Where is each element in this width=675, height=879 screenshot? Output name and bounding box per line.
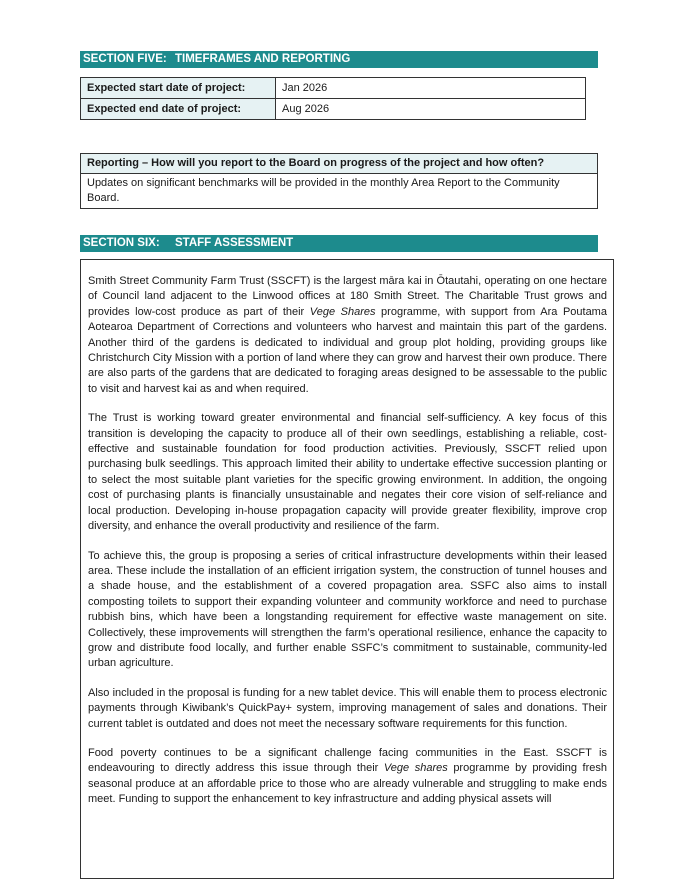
- assessment-paragraph-3: To achieve this, the group is proposing a series of critical infrastructure developments within their leased area. These include the installation of an efficient irrigation system, the construction of tunnel houses and a shade house, and the establishment of a covered propagation area. SSFC also aims to install composting toilets to support their expanding volunteer and community workforce and need to purchase rubbish bins, which have been a longstanding requirement for effective waste management on site. Collectively, these improvements will strengthen the farm’s operational resilience, enhance the capacity to grow and distribute food locally, and further enable SSFC’s commitment to sustainable, community-led urban agriculture.: [88, 549, 607, 670]
- start-date-row: [81, 78, 586, 99]
- vege-shares-emphasis-2: Vege shares: [383, 762, 448, 775]
- staff-assessment-box: [80, 259, 614, 879]
- section-five-header: [80, 51, 598, 68]
- section-six-title: STAFF ASSESSMENT: [175, 237, 294, 249]
- assessment-paragraph-5: Food poverty continues to be a significant challenge facing communities in the East. SSCFT is endeavouring to directly address this issue through their Vege shares programme by providing fresh seasonal produce at an affordable price to those who are already vulnerable and struggling to make ends meet. Funding to support the enhancement to key infrastructure and adding physical assets will: [88, 746, 607, 806]
- reporting-answer: Updates on significant benchmarks will be provided in the monthly Area Report to the Community Board.: [87, 177, 560, 204]
- start-date-value: Jan 2026: [276, 78, 586, 99]
- section-five-title: TIMEFRAMES AND REPORTING: [175, 53, 351, 65]
- end-date-label: Expected end date of project:: [81, 99, 276, 120]
- assessment-paragraph-4: Also included in the proposal is funding for a new tablet device. This will enable them to process electronic payments through Kiwibank’s QuickPay+ system, improving management of sales and donations. Their current tablet is outdated and does not meet the necessary software requirements for this function.: [88, 686, 607, 730]
- end-date-value: Aug 2026: [276, 99, 586, 120]
- reporting-box: [80, 153, 598, 209]
- section-six-header: [80, 235, 598, 252]
- start-date-label: Expected start date of project:: [81, 78, 276, 99]
- assessment-paragraph-1: Smith Street Community Farm Trust (SSCFT) is the largest māra kai in Ōtautahi, operating on one hectare of Council land adjacent to the Linwood offices at 180 Smith Street. The Charitable Trust grows and provides low-cost produce as part of their Vege Shares programme, with support from Ara Poutama Aotearoa Department of Corrections and volunteers who harvest and maintain this part of the gardens. Another third of the gardens is dedicated to individual and group plot holding, providing groups like Christchurch City Mission with a portion of land where they can grow and harvest their own produce. There are also parts of the gardens that are dedicated to foraging areas designed to be assessable to the public to visit and harvest kai as and when required.: [88, 275, 607, 395]
- vege-shares-emphasis: Vege Shares: [309, 305, 376, 318]
- project-dates-table: [80, 77, 586, 120]
- section-six-number: SECTION SIX:: [83, 237, 160, 249]
- section-five-number: SECTION FIVE:: [83, 53, 167, 65]
- assessment-paragraph-2: The Trust is working toward greater environmental and financial self-sufficiency. A key focus of this transition is developing the capacity to produce all of their own seedlings, establishing a reliable, cost-effective and sustainable foundation for food production activities. Previously, SSCFT relied upon purchasing bulk seedlings. This approach limited their ability to undertake effective succession planting or to select the most suitable plant varieties for the specific growing environment. In addition, the ongoing cost of purchasing plants is financially unsustainable and negates their core vision of self-reliance and local production. Developing in-house propagation capacity will provide greater flexibility, improve crop diversity, and enhance the overall productivity and resilience of the farm.: [88, 412, 607, 533]
- end-date-row: [81, 99, 586, 120]
- reporting-question: Reporting – How will you report to the Board on progress of the project and how often?: [81, 154, 597, 174]
